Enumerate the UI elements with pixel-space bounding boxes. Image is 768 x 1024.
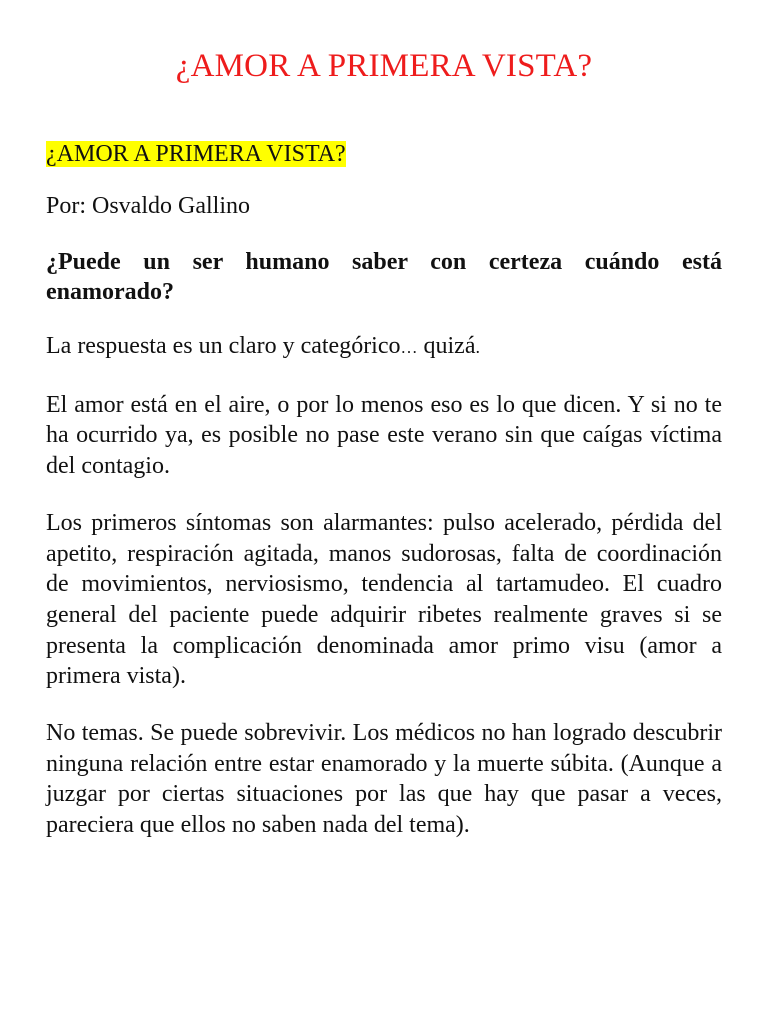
answer-period: . (475, 337, 480, 357)
body-paragraph-2: Los primeros síntomas son alarmantes: pulso acelerado, pérdida del apetito, respiración agitada, manos sudorosas, falta de coordinación de movimientos, nerviosismo, tendencia al tartamudeo. El cuadro general del paciente puede adquirir ribetes realmente graves si se presenta la complicación denominada amor primo visu (amor a primera vista). (46, 509, 722, 690)
document-page (46, 0, 722, 841)
body-paragraph-3: No temas. Se puede sobrevivir. Los médicos no han logrado descubrir ninguna relación entre estar enamorado y la muerte súbita. (Aunque a juzgar por ciertas situaciones por las que hay que pasar a veces, pareciera que ellos no saben nada del tema). (46, 720, 722, 839)
answer-ellipsis: … (400, 338, 418, 357)
lead-question: ¿Puede un ser humano saber con certeza cuándo está enamorado? (46, 249, 722, 305)
highlighted-subtitle: ¿AMOR A PRIMERA VISTA? (46, 141, 346, 167)
answer-paragraph (46, 331, 722, 364)
answer-tail: quizá (417, 333, 476, 359)
answer-lead: La respuesta es un claro y categórico (46, 333, 401, 359)
main-title: ¿AMOR A PRIMERA VISTA? (175, 48, 593, 84)
body-paragraph-1: El amor está en el aire, o por lo menos eso es lo que dicen. Y si no te ha ocurrido ya, es posible no pase este verano sin que caígas víctima del contagio. (46, 391, 722, 480)
subtitle-line (46, 139, 722, 169)
author-byline: Por: Osvaldo Gallino (46, 193, 250, 219)
